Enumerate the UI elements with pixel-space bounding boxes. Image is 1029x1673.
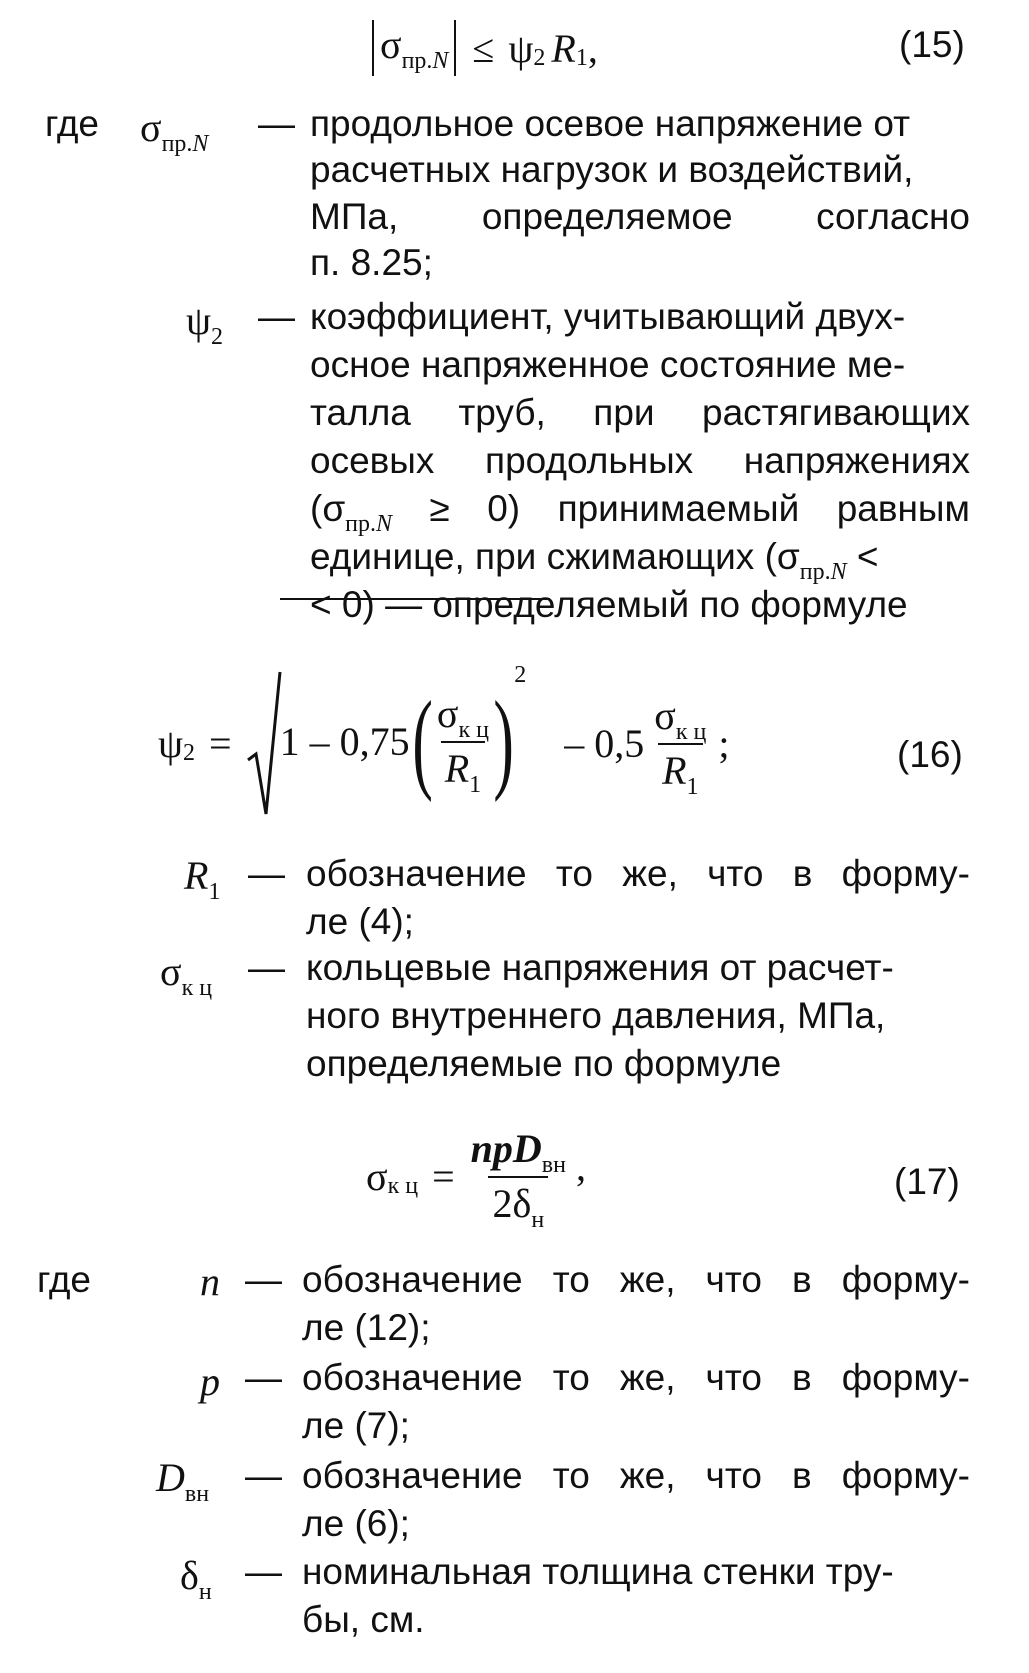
- fraction-npD-over-2delta: [467, 1125, 570, 1233]
- sigma-symbol: σ: [380, 22, 402, 67]
- R-symbol: R: [551, 25, 576, 71]
- R-subscript: 1: [686, 774, 699, 800]
- sigma-symbol: σ: [140, 105, 162, 150]
- word: принимаемый: [557, 488, 800, 529]
- numerator: [467, 1125, 570, 1176]
- sqrt-radical-icon: [246, 668, 282, 818]
- def-delta-text: [302, 1546, 970, 1646]
- text-line: продольное осевое напряжение от: [310, 103, 911, 144]
- numerator: [433, 690, 493, 741]
- R-subscript: 1: [575, 44, 588, 71]
- comma: ,: [587, 25, 598, 71]
- delta-subscript: н: [531, 1207, 545, 1233]
- def-dash: —: [248, 947, 285, 988]
- def-symbol-R1: [184, 852, 221, 905]
- word: обозначение: [302, 1455, 523, 1496]
- D-symbol: D: [156, 1455, 185, 1500]
- text-line: ле (7);: [302, 1405, 410, 1446]
- R-symbol: R: [444, 746, 470, 791]
- word: труб,: [458, 392, 546, 433]
- text-line-justified: [310, 387, 970, 438]
- word: в: [792, 1259, 812, 1300]
- formula-15: [372, 18, 598, 78]
- word: что: [705, 1455, 762, 1496]
- word: обозначение: [306, 853, 527, 894]
- word: продольных: [485, 440, 694, 481]
- fraction-sigma-over-R: [650, 692, 710, 800]
- def-p-text: [302, 1352, 970, 1452]
- def-dash: —: [245, 1455, 282, 1496]
- def-symbol-sigma-pr: [140, 104, 209, 157]
- text-line: расчетных нагрузок и воздействий,: [310, 149, 914, 190]
- word: форму-: [841, 853, 970, 894]
- def-psi2-text: [310, 291, 970, 631]
- word: обозначение: [302, 1357, 523, 1398]
- text-line: п. 8.25;: [310, 242, 433, 283]
- def-dash: —: [258, 296, 295, 337]
- word: что: [705, 1357, 762, 1398]
- word: 0): [487, 488, 521, 529]
- R-symbol: R: [184, 853, 209, 898]
- def-n-text: [302, 1254, 970, 1354]
- word: равным: [836, 488, 970, 529]
- sqrt-body: [279, 598, 551, 803]
- denominator: [658, 743, 702, 800]
- word: форму-: [841, 1259, 970, 1300]
- text-line-justified: [310, 435, 970, 486]
- two-delta-text: 2δ: [492, 1181, 532, 1226]
- text-fragment: (σ: [310, 488, 346, 529]
- word: согласно: [816, 196, 970, 237]
- text-fragment: <: [846, 536, 879, 577]
- def-dash: —: [245, 1357, 282, 1398]
- def-symbol-delta-n: [180, 1552, 212, 1605]
- delta-subscript: н: [198, 1579, 212, 1605]
- word: то: [552, 1357, 590, 1398]
- text-line: определяемые по формуле: [306, 1043, 782, 1084]
- def-symbol-n: n: [200, 1259, 220, 1304]
- word: обозначение: [302, 1259, 523, 1300]
- sigma-symbol: σ: [160, 949, 182, 994]
- def-dash: —: [258, 103, 295, 144]
- sigma-subscript: к ц: [458, 717, 489, 743]
- exponent-2: 2: [514, 661, 527, 688]
- psi-subscript: 2: [533, 44, 546, 71]
- word: напряжениях: [743, 440, 970, 481]
- equation-number-16: (16): [897, 734, 963, 775]
- text-fragment: единице, при сжимающих (σ: [310, 536, 800, 577]
- def-dash: —: [245, 1259, 282, 1300]
- sub-text: пр.: [799, 559, 831, 585]
- D-subscript: вн: [184, 1481, 210, 1507]
- def-Dvn-text: [302, 1450, 970, 1550]
- left-paren: (: [412, 679, 433, 803]
- def-symbol-psi2: [186, 297, 224, 350]
- where-label: где: [45, 103, 100, 144]
- text-line: ле (6);: [302, 1503, 410, 1544]
- delta-symbol: δ: [180, 1553, 199, 1598]
- sigma-subscript: к ц: [675, 719, 707, 745]
- psi-subscript: 2: [183, 739, 196, 766]
- equation-number-15: (15): [899, 24, 965, 65]
- sub-text: пр.: [345, 511, 377, 537]
- word: осевых: [310, 440, 435, 481]
- denominator: [441, 741, 485, 798]
- word: что: [705, 1259, 762, 1300]
- text-line: ле (4);: [306, 901, 414, 942]
- text-line: кольцевые напряжения от расчет-: [306, 947, 894, 988]
- word: в: [792, 853, 813, 894]
- sigma-subscript: к ц: [181, 975, 213, 1001]
- text-line: ле (12);: [302, 1307, 431, 1348]
- denominator: [488, 1176, 548, 1233]
- word: же,: [619, 1357, 676, 1398]
- psi-symbol: ψ: [186, 298, 212, 343]
- psi-symbol: ψ: [158, 720, 184, 766]
- def-symbol-Dvn: [156, 1454, 210, 1507]
- def-symbol-sigma-kc: [160, 948, 213, 1001]
- sigma-subscript: [402, 48, 449, 74]
- npD-text: npD: [470, 1126, 542, 1171]
- word: в: [792, 1455, 812, 1496]
- word: талла: [310, 392, 411, 433]
- def-sigma-pr-text: [310, 98, 970, 308]
- sub-N: N: [376, 511, 393, 537]
- text-line: ного внутреннего давления, МПа,: [306, 995, 886, 1036]
- def-sigma-kc-text: [306, 942, 970, 1092]
- text-line-justified: [302, 1450, 970, 1501]
- semicolon: ;: [718, 720, 730, 766]
- text-line-justified: [302, 1352, 970, 1403]
- word: форму-: [841, 1357, 970, 1398]
- right-paren: ): [493, 679, 514, 803]
- word: растягивающих: [702, 392, 970, 433]
- where-label: где: [37, 1259, 92, 1300]
- numerator: [650, 692, 710, 743]
- formula-17: [366, 1116, 586, 1236]
- leq-sign: ≤: [472, 25, 495, 71]
- minus-half-coef: – 0,5: [564, 720, 645, 766]
- sigma-subscript: к ц: [387, 1172, 419, 1199]
- sub-text: пр.: [401, 48, 433, 74]
- text-line: < 0) — определяемый по формуле: [310, 584, 908, 625]
- word: же,: [619, 1455, 676, 1496]
- psi-subscript: 2: [211, 324, 224, 350]
- equation-number-17: (17): [894, 1161, 960, 1202]
- sub-N: N: [192, 131, 209, 157]
- word: в: [792, 1357, 812, 1398]
- word: же,: [619, 1259, 676, 1300]
- word: форму-: [841, 1455, 970, 1496]
- text-line: номинальная толщина стенки тру-: [302, 1551, 894, 1592]
- word: то: [555, 853, 593, 894]
- text-line: осное напряженное состояние ме-: [310, 344, 906, 385]
- one-minus-coef: 1 – 0,75: [279, 718, 410, 764]
- sigma-symbol: σ: [366, 1153, 388, 1199]
- def-dash: —: [245, 1551, 282, 1592]
- D-subscript: вн: [541, 1152, 566, 1178]
- word: же,: [622, 853, 678, 894]
- equals-sign: =: [209, 720, 232, 766]
- word: что: [707, 853, 764, 894]
- psi-symbol: ψ: [508, 25, 534, 71]
- sigma-symbol: σ: [436, 691, 459, 736]
- text-line: коэффициент, учитывающий двух-: [310, 296, 906, 337]
- fraction-sigma-over-R: [433, 690, 493, 798]
- equals-sign: =: [432, 1153, 455, 1199]
- sub-text: пр.: [161, 131, 193, 157]
- word: МПа,: [310, 196, 399, 237]
- R-subscript: 1: [469, 772, 482, 798]
- def-R1-text: [306, 848, 970, 948]
- text-line-justified: [302, 1254, 970, 1305]
- comma: ,: [575, 1143, 586, 1189]
- R-symbol: R: [662, 748, 687, 793]
- word: то: [552, 1259, 590, 1300]
- sigma-symbol: σ: [654, 693, 676, 738]
- def-symbol-p: p: [200, 1359, 220, 1404]
- text-line-justified: [310, 191, 970, 242]
- word: при: [593, 392, 655, 433]
- text-line: бы, см.: [302, 1599, 425, 1640]
- word: то: [552, 1455, 590, 1496]
- R-subscript: 1: [208, 879, 221, 905]
- formula-16: [158, 661, 730, 818]
- sub-N: N: [830, 559, 847, 585]
- word: определяемое: [481, 196, 733, 237]
- def-dash: —: [248, 853, 285, 894]
- text-line-justified: [306, 848, 970, 899]
- sigma-subscript: [162, 131, 209, 157]
- abs-value: [372, 20, 456, 76]
- word: ≥: [429, 488, 450, 529]
- sub-N: N: [432, 48, 449, 74]
